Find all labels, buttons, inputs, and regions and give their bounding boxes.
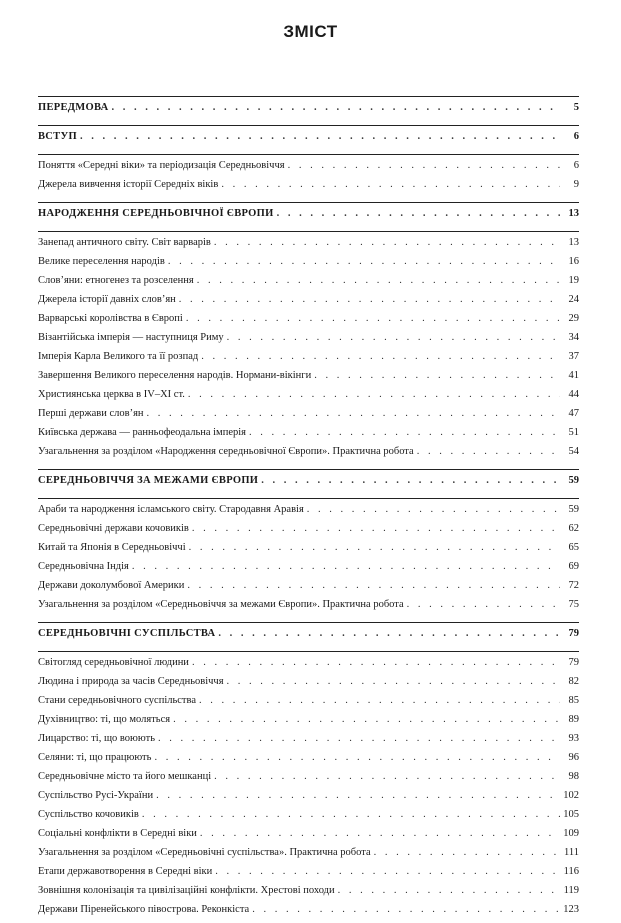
toc-item[interactable] bbox=[38, 313, 579, 332]
toc-item-title: Етапи державотворення в Середні віки bbox=[38, 866, 213, 877]
divider bbox=[38, 469, 579, 470]
toc-item[interactable] bbox=[38, 275, 579, 294]
dot-leader bbox=[249, 427, 560, 438]
dot-leader bbox=[201, 351, 560, 362]
toc-section-intro[interactable] bbox=[38, 131, 579, 150]
dot-leader bbox=[338, 885, 560, 896]
toc-section-title: ВСТУП bbox=[38, 131, 77, 142]
toc-item-title: Занепад античного світу. Світ варварів bbox=[38, 237, 211, 248]
page-title: ЗМІСТ bbox=[283, 22, 338, 41]
toc-item[interactable] bbox=[38, 599, 579, 618]
toc-page-number: 29 bbox=[568, 313, 579, 324]
dot-leader bbox=[192, 523, 560, 534]
divider bbox=[38, 651, 579, 652]
divider bbox=[38, 622, 579, 623]
dot-leader bbox=[187, 580, 560, 591]
toc-page-number: 109 bbox=[563, 828, 579, 839]
dot-leader bbox=[112, 102, 560, 113]
dot-leader bbox=[314, 370, 560, 381]
toc-item-title: Суспільство кочовиків bbox=[38, 809, 139, 820]
toc-item-title: Зовнішня колонізація та цивілізаційні конфлікти. Хрестові походи bbox=[38, 885, 335, 896]
toc-item[interactable] bbox=[38, 733, 579, 752]
dot-leader bbox=[158, 733, 560, 744]
toc-page-number: 82 bbox=[568, 676, 579, 687]
toc-page-number: 102 bbox=[563, 790, 579, 801]
toc-item-title: Слов’яни: етногенез та розселення bbox=[38, 275, 194, 286]
divider bbox=[38, 154, 579, 155]
toc-item[interactable] bbox=[38, 370, 579, 389]
toc-item[interactable] bbox=[38, 904, 579, 923]
toc-item[interactable] bbox=[38, 580, 579, 599]
dot-leader bbox=[200, 828, 560, 839]
toc-item[interactable] bbox=[38, 657, 579, 676]
toc-page-number: 16 bbox=[568, 256, 579, 267]
toc-item[interactable] bbox=[38, 408, 579, 427]
toc-page-number: 51 bbox=[568, 427, 579, 438]
dot-leader bbox=[189, 542, 560, 553]
dot-leader bbox=[156, 790, 560, 801]
toc-item[interactable] bbox=[38, 790, 579, 809]
toc-page-number: 79 bbox=[568, 657, 579, 668]
toc-item-title: Світогляд середньовічної людини bbox=[38, 657, 189, 668]
toc-item-title: Китай та Японія в Середньовіччі bbox=[38, 542, 186, 553]
toc-item-title: Середньовічне місто та його мешканці bbox=[38, 771, 212, 782]
dot-leader bbox=[173, 714, 560, 725]
dot-leader bbox=[147, 408, 560, 419]
toc-item-title: Узагальнення за розділом «Середньовічні суспільства». Практична робота bbox=[38, 847, 371, 858]
toc-item[interactable] bbox=[38, 676, 579, 695]
toc-page-number: 119 bbox=[563, 885, 579, 896]
dot-leader bbox=[214, 771, 560, 782]
toc-item-title: Київська держава — ранньофеодальна імперія bbox=[38, 427, 246, 438]
toc-page-number: 123 bbox=[563, 904, 579, 915]
toc-page-number: 69 bbox=[568, 561, 579, 572]
toc-item-title: Лицарство: ті, що воюють bbox=[38, 733, 155, 744]
toc-section-birth-of-europe[interactable] bbox=[38, 208, 579, 227]
toc-item[interactable] bbox=[38, 237, 579, 256]
toc-page-number: 93 bbox=[568, 733, 579, 744]
toc-item-title: Поняття «Середні віки» та періодизація Середньовіччя bbox=[38, 160, 285, 171]
toc-item[interactable] bbox=[38, 351, 579, 370]
toc-section-title: СЕРЕДНЬОВІЧЧЯ ЗА МЕЖАМИ ЄВРОПИ bbox=[38, 475, 259, 486]
dot-leader bbox=[261, 475, 560, 486]
toc-page-number: 13 bbox=[568, 208, 579, 219]
toc-page-number: 19 bbox=[568, 275, 579, 286]
toc-item-title: Людина і природа за часів Середньовіччя bbox=[38, 676, 224, 687]
toc-item[interactable] bbox=[38, 847, 579, 866]
dot-leader bbox=[221, 179, 560, 190]
toc-page-number: 9 bbox=[573, 179, 579, 190]
toc-item-title: Духівництво: ті, що моляться bbox=[38, 714, 171, 725]
toc-item[interactable] bbox=[38, 389, 579, 408]
toc-page-number: 54 bbox=[568, 446, 579, 457]
toc-item-title: Імперія Карла Великого та її розпад bbox=[38, 351, 199, 362]
toc-item[interactable] bbox=[38, 828, 579, 847]
dot-leader bbox=[252, 904, 560, 915]
dot-leader bbox=[197, 275, 560, 286]
toc-item[interactable] bbox=[38, 504, 579, 523]
toc-page-number: 37 bbox=[568, 351, 579, 362]
toc-item[interactable] bbox=[38, 542, 579, 561]
toc-page-number: 111 bbox=[564, 847, 579, 858]
toc-item[interactable] bbox=[38, 752, 579, 771]
toc-page-number: 89 bbox=[568, 714, 579, 725]
toc-item[interactable] bbox=[38, 332, 579, 351]
toc-page-number: 44 bbox=[568, 389, 579, 400]
divider bbox=[38, 498, 579, 499]
toc-item-title: Узагальнення за розділом «Середньовіччя за межами Європи». Практична робота bbox=[38, 599, 404, 610]
toc-section-title: ПЕРЕДМОВА bbox=[38, 102, 109, 113]
toc-page-number: 13 bbox=[568, 237, 579, 248]
dot-leader bbox=[154, 752, 560, 763]
toc-item[interactable] bbox=[38, 885, 579, 904]
toc-item-title: Християнська церква в IV–XI ст. bbox=[38, 389, 185, 400]
dot-leader bbox=[188, 389, 560, 400]
toc-item[interactable] bbox=[38, 179, 579, 198]
toc-item-title: Перші держави слов’ян bbox=[38, 408, 144, 419]
table-of-contents bbox=[38, 92, 579, 923]
toc-page-number: 59 bbox=[568, 504, 579, 515]
toc-item-title: Джерела вивчення історії Середніх віків bbox=[38, 179, 219, 190]
toc-section-title: СЕРЕДНЬОВІЧНІ СУСПІЛЬСТВА bbox=[38, 628, 216, 639]
toc-item-title: Середньовічна Індія bbox=[38, 561, 129, 572]
toc-section-preface[interactable] bbox=[38, 102, 579, 121]
dot-leader bbox=[277, 208, 560, 219]
toc-item-title: Соціальні конфлікти в Середні віки bbox=[38, 828, 197, 839]
divider bbox=[38, 231, 579, 232]
toc-item[interactable] bbox=[38, 714, 579, 733]
toc-page-number: 34 bbox=[568, 332, 579, 343]
toc-page-number: 75 bbox=[568, 599, 579, 610]
toc-page-number: 24 bbox=[568, 294, 579, 305]
toc-section-beyond-europe[interactable] bbox=[38, 475, 579, 494]
dot-leader bbox=[80, 131, 560, 142]
toc-item[interactable] bbox=[38, 160, 579, 179]
toc-item[interactable] bbox=[38, 256, 579, 275]
dot-leader bbox=[142, 809, 560, 820]
dot-leader bbox=[374, 847, 560, 858]
dot-leader bbox=[288, 160, 560, 171]
toc-page-number: 41 bbox=[568, 370, 579, 381]
toc-page-number: 79 bbox=[568, 628, 579, 639]
toc-page-number: 98 bbox=[568, 771, 579, 782]
toc-item-title: Велике переселення народів bbox=[38, 256, 165, 267]
toc-item-title: Суспільство Русі-України bbox=[38, 790, 154, 801]
toc-item-title: Держави Піренейського півострова. Реконкіста bbox=[38, 904, 250, 915]
toc-item[interactable] bbox=[38, 771, 579, 790]
toc-item[interactable] bbox=[38, 446, 579, 465]
toc-item-title: Селяни: ті, що працюють bbox=[38, 752, 152, 763]
dot-leader bbox=[192, 657, 560, 668]
toc-page-number: 47 bbox=[568, 408, 579, 419]
dot-leader bbox=[218, 628, 560, 639]
toc-page-number: 96 bbox=[568, 752, 579, 763]
toc-item-title: Завершення Великого переселення народів. Нормани-вікінги bbox=[38, 370, 312, 381]
dot-leader bbox=[132, 561, 560, 572]
toc-item-title: Стани середньовічного суспільства bbox=[38, 695, 196, 706]
toc-item[interactable] bbox=[38, 695, 579, 714]
toc-item[interactable] bbox=[38, 427, 579, 446]
toc-item[interactable] bbox=[38, 809, 579, 828]
dot-leader bbox=[168, 256, 560, 267]
dot-leader bbox=[407, 599, 560, 610]
divider bbox=[38, 125, 579, 126]
toc-item-title: Візантійська імперія — наступниця Риму bbox=[38, 332, 224, 343]
dot-leader bbox=[227, 332, 560, 343]
toc-page-number: 85 bbox=[568, 695, 579, 706]
toc-page-number: 6 bbox=[573, 160, 579, 171]
toc-section-title: НАРОДЖЕННЯ СЕРЕДНЬОВІЧНОЇ ЄВРОПИ bbox=[38, 208, 274, 219]
dot-leader bbox=[214, 237, 560, 248]
dot-leader bbox=[215, 866, 560, 877]
dot-leader bbox=[417, 446, 560, 457]
dot-leader bbox=[179, 294, 560, 305]
divider bbox=[38, 202, 579, 203]
toc-page-number: 65 bbox=[568, 542, 579, 553]
toc-page-number: 116 bbox=[563, 866, 579, 877]
toc-item[interactable] bbox=[38, 294, 579, 313]
dot-leader bbox=[307, 504, 560, 515]
toc-page-number: 62 bbox=[568, 523, 579, 534]
toc-item[interactable] bbox=[38, 523, 579, 542]
toc-page-number: 6 bbox=[573, 131, 579, 142]
toc-section-medieval-societies[interactable] bbox=[38, 628, 579, 647]
toc-item-title: Варварські королівства в Європі bbox=[38, 313, 183, 324]
dot-leader bbox=[186, 313, 560, 324]
toc-item-title: Джерела історії давніх слов’ян bbox=[38, 294, 176, 305]
toc-item[interactable] bbox=[38, 561, 579, 580]
toc-page-number: 72 bbox=[568, 580, 579, 591]
toc-page-number: 105 bbox=[563, 809, 579, 820]
divider bbox=[38, 96, 579, 97]
dot-leader bbox=[199, 695, 560, 706]
toc-item-title: Араби та народження ісламського світу. Стародавня Аравія bbox=[38, 504, 304, 515]
toc-item[interactable] bbox=[38, 866, 579, 885]
toc-item-title: Середньовічні держави кочовиків bbox=[38, 523, 189, 534]
toc-page-number: 5 bbox=[573, 102, 579, 113]
dot-leader bbox=[227, 676, 560, 687]
toc-item-title: Узагальнення за розділом «Народження середньовічної Європи». Практична робота bbox=[38, 446, 414, 457]
toc-page-number: 59 bbox=[568, 475, 579, 486]
toc-item-title: Держави доколумбової Америки bbox=[38, 580, 185, 591]
